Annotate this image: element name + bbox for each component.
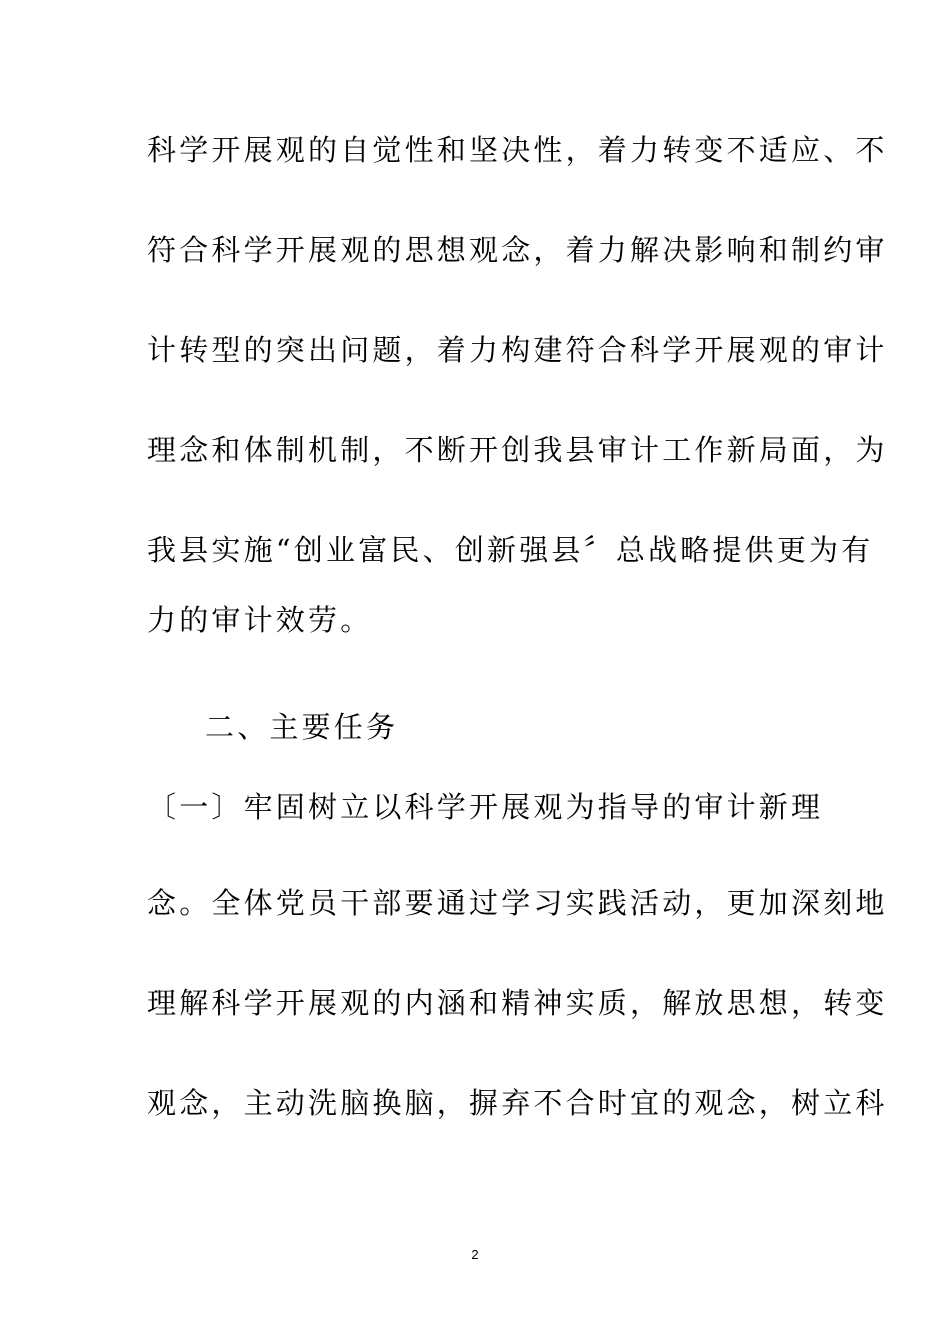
body-text-line: 我县实施“创业富民、创新强县〞总战略提供更为有 [147, 533, 874, 567]
body-text-line: 理解科学开展观的内涵和精神实质，解放思想，转变 [147, 986, 888, 1020]
section-heading: 二、主要任务 [205, 710, 399, 744]
body-text-line: 念。全体党员干部要通过学习实践活动，更加深刻地 [147, 886, 888, 920]
body-text-line: 符合科学开展观的思想观念，着力解决影响和制约审 [147, 233, 888, 267]
body-text-line: 科学开展观的自觉性和坚决性，着力转变不适应、不 [147, 133, 888, 167]
body-text-line: 计转型的突出问题，着力构建符合科学开展观的审计 [147, 333, 888, 367]
body-text-line: 理念和体制机制，不断开创我县审计工作新局面，为 [147, 433, 888, 467]
body-text-line: 观念，主动洗脑换脑，摒弃不合时宜的观念，树立科 [147, 1086, 888, 1120]
subsection-heading-line: 〔一〕牢固树立以科学开展观为指导的审计新理 [147, 790, 824, 824]
body-text-line: 力的审计效劳。 [147, 603, 373, 637]
page-number: 2 [471, 1247, 479, 1262]
